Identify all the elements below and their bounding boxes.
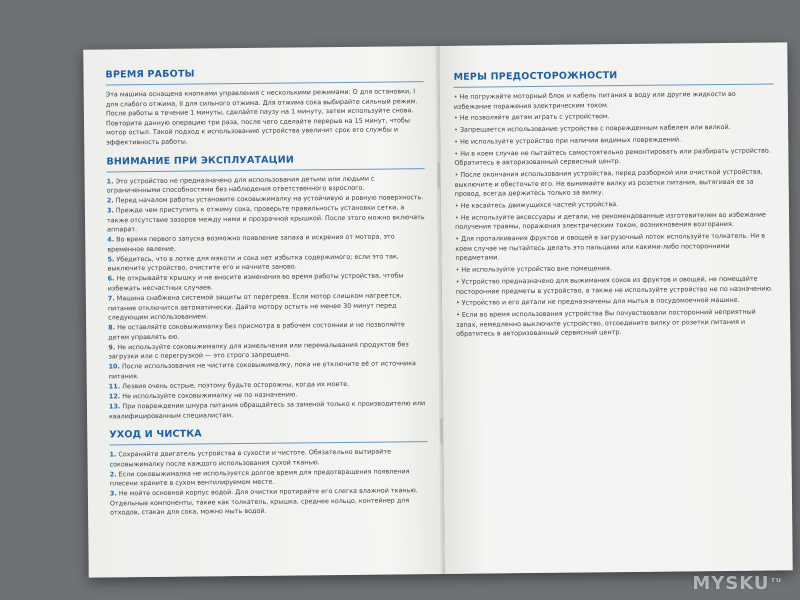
bullet-icon: • [454, 125, 460, 134]
item-number: 7. [107, 294, 115, 303]
precautions-section [454, 68, 777, 339]
bullet-icon: • [453, 114, 460, 123]
list-item [455, 210, 775, 233]
item-text: Не мойте основной корпус водой. Для очистки протирайте его слегка влажной тканью. Отдельные компоненты, такие как толкатель, крышка, среднее кольцо, контейнер для отходов, стакан для сока, можно мыть водой. [109, 486, 418, 517]
bullet-icon: • [455, 299, 462, 308]
list-item [455, 168, 775, 200]
list-item [454, 111, 774, 124]
item-text: После окончания использования устройства, перед разборкой или очисткой устройства, выключите и обесточьте его. Не вынимайте вилку из розетки питания, вытягивая ее за провод, всегда держитесь только за вилку. [454, 167, 763, 199]
divider [106, 81, 424, 85]
bullet-icon: • [455, 265, 462, 275]
bullet-icon: • [454, 170, 461, 179]
bullet-icon: • [455, 234, 462, 244]
list-item [454, 134, 774, 147]
list-item [454, 146, 774, 169]
care-section [109, 426, 428, 518]
bullet-icon: • [454, 149, 461, 158]
item-number: 11. [108, 382, 121, 391]
list-item [107, 203, 425, 235]
item-text: Запрещается использование устройства с поврежденным кабелем или вилкой. [459, 123, 731, 134]
list-item [456, 296, 776, 309]
divider [454, 83, 774, 87]
item-number: 2. [109, 470, 117, 479]
list-item [455, 199, 775, 212]
list-item [109, 399, 427, 422]
operation-section [105, 66, 424, 148]
precautions-title: МЕРЫ ПРЕДОСТОРОЖНОСТИ [453, 70, 618, 83]
item-text: При повреждении шнура питания обращайтесь за заменой только к производителю или квалифицированным специалистам. [109, 399, 426, 420]
attention-title: ВНИМАНИЕ ПРИ ЭКСПЛУАТАЦИИ [106, 154, 295, 168]
list-item [454, 89, 774, 112]
operation-text: Эта машина оснащена кнопками управления с несколькими режимами: O для остановки, I для слабого отжима, II для сильного отжима. Для отжима сока выбирайте сильный режим. После работы в течение 1 минуты, сделайте паузу на 1 минуту, затем используйте снова. Повторите данную операцию три раза, после чего сделайте перерыв на 15 минут, чтобы мотор остыл. Такой подход к использованию устройства увеличит срок его службы и эффективность работы. [105, 87, 418, 147]
bullet-icon: • [454, 213, 461, 222]
list-item [456, 263, 776, 276]
item-number: 10. [108, 362, 120, 371]
item-text: Не используйте соковыжималку для измельчения или перемалывания продуктов без загрузки или с перегрузкой — это строго запрещено. [108, 340, 409, 361]
item-text: Если во время использования устройства Вы почувствовали посторонний неприятный запах, немедленно выключите устройство, отсоедините вилку от розетки питания и обратитесь в авторизованный сервисный центр. [456, 307, 756, 339]
operation-title: ВРЕМЯ РАБОТЫ [105, 68, 195, 81]
item-text: Прежде чем приступить к отжиму сока, проверьте правильность установки сетки, а также отсутствие зазоров между ними и прозрачной крышкой. После этого можно включать аппарат. [106, 203, 425, 234]
item-text: Машина снабжена системой защиты от перегрева. Если мотор слишком нагреется, питание отключится автоматически. Дайте мотору остыть не менее 30 минут перед следующим использованием. [107, 291, 402, 322]
list-item [456, 274, 776, 297]
care-title: УХОД И ЧИСТКА [109, 428, 202, 441]
item-text: Не погружайте моторный блок и кабель питания в воду или другие жидкости во избежание поражения электрическим током. [453, 89, 736, 111]
item-text: Во время первого запуска возможно появление запаха и искрения от мотора, это временное явление. [107, 232, 395, 254]
item-text: Лезвия очень острые, поэтому будьте осторожны, когда их моете. [122, 379, 350, 391]
item-number: 5. [107, 255, 115, 264]
bullet-icon: • [456, 310, 462, 319]
precautions-list [454, 89, 777, 339]
list-item [454, 123, 774, 136]
item-text: Ни в коем случае не пытайтесь самостоятельно ремонтировать или разбирать устройство. Обратитесь в авторизованный сервисный центр. [454, 146, 771, 168]
list-item [110, 486, 428, 518]
divider [107, 168, 425, 172]
item-number: 8. [108, 323, 116, 332]
item-text: Не касайтесь движущихся частей устройства. [460, 200, 619, 210]
item-number: 1. [106, 176, 114, 186]
item-number: 2. [106, 196, 114, 205]
bullet-icon: • [453, 92, 460, 101]
item-text: Для проталкивания фруктов и овощей в загрузочный лоток используйте толкатель. Ни в коем случае не пытайтесь делать это пальцами или какими-либо посторонними предметами. [455, 231, 766, 263]
item-text: Не открывайте крышку и не вносите изменения во время работы устройства, чтобы избежать несчастных случаев. [107, 271, 404, 293]
bullet-icon: • [454, 137, 461, 146]
item-text: Убедитесь, что в лотке для мякоти и сока нет избытка содержимого; если это так, выключите устройство, очистите его и начните заново. [107, 252, 399, 273]
item-text: Устройство предназначено для выжимания соков из фруктов и овощей, не помещайте посторонние предметы в устройство, а также не используйте устройство не по назначению. [455, 274, 773, 296]
attention-list [107, 174, 428, 422]
item-number: 1. [109, 450, 117, 459]
left-page [83, 46, 445, 578]
attention-section [106, 153, 427, 422]
instruction-booklet [83, 42, 792, 577]
item-text: После использования не чистите соковыжималку, пока не отключите её от источника питания. [108, 359, 417, 381]
item-number: 3. [106, 206, 114, 215]
care-list [109, 447, 428, 518]
item-text: Если соковыжималка не используется долгое время для предотвращения появления плесени храните в сухом вентилируемом месте. [109, 466, 410, 488]
bullet-icon: • [454, 201, 461, 210]
item-text: Не используйте устройство вне помещения. [461, 264, 612, 274]
item-text: Не оставляйте соковыжималку без присмотра в рабочем состоянии и не позволяйте детям управлять ею. [108, 320, 405, 342]
item-text: Перед началом работы установите соковыжималку на устойчивую и ровную поверхность. [115, 193, 424, 205]
list-item [108, 291, 426, 323]
item-number: 4. [107, 235, 115, 244]
item-text: Не позволяйте детям играть с устройством. [459, 112, 610, 123]
item-text: Не используйте аксессуары и детали, не рекомендованные изготовителем во избежание получения травмы, поражения электрическим током, возникновения возгорания. [455, 210, 766, 232]
item-text: Это устройство не предназначено для использования детьми или людьми с ограниченными способностями без наблюдения ответственного взрослого. [106, 174, 375, 195]
right-page [439, 42, 793, 574]
item-text: Устройство и его детали не предназначены для мытья в посудомоечной машине. [461, 296, 740, 308]
item-number: 13. [108, 402, 121, 411]
list-item [455, 232, 775, 264]
bullet-icon: • [455, 277, 462, 286]
item-text: Не используйте соковыжималку не по назначению. [122, 390, 298, 401]
item-text: Не используйте устройство при наличии видимых повреждений. [460, 135, 682, 146]
list-item [456, 308, 776, 340]
item-number: 12. [108, 392, 121, 401]
watermark-logo: MYSKU $^{ru}$ [692, 573, 782, 594]
item-number: 3. [109, 489, 117, 498]
item-text: Сохраняйте двигатель устройства в сухости и чистоте. Обязательно вытирайте соковыжималку после каждого использования сухой тканью. [109, 447, 392, 469]
divider [109, 441, 427, 445]
item-number: 9. [108, 343, 116, 352]
item-number: 6. [107, 274, 115, 283]
